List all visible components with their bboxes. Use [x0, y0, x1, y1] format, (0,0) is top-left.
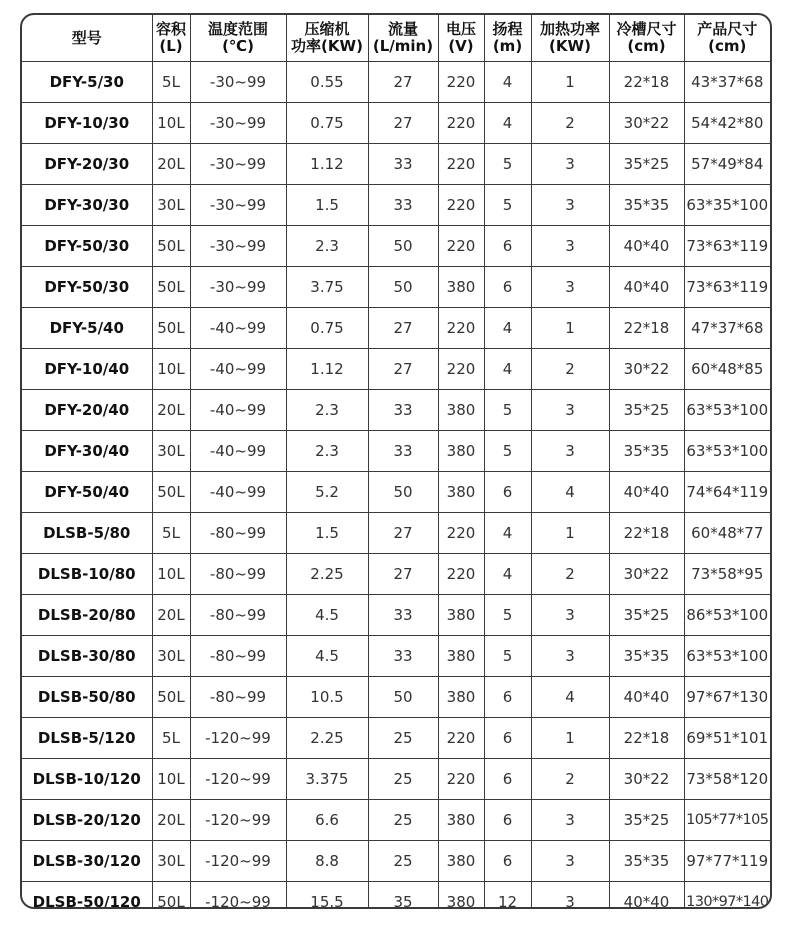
cell-flow-rate: 50 [368, 226, 438, 267]
cell-compressor-power: 1.5 [286, 513, 368, 554]
cell-voltage: 220 [438, 513, 484, 554]
cell-cold-bath-size: 35*35 [609, 185, 684, 226]
cell-cold-bath-size: 22*18 [609, 62, 684, 103]
cell-compressor-power: 2.3 [286, 431, 368, 472]
table-row [22, 759, 770, 800]
cell-temperature-range: -30~99 [190, 226, 286, 267]
cell-flow-rate: 35 [368, 882, 438, 910]
header-label: 压缩机 [304, 20, 350, 38]
cell-pump-head: 4 [484, 308, 531, 349]
cell-flow-rate: 33 [368, 636, 438, 677]
cell-heating-power: 2 [531, 759, 609, 800]
cell-heating-power: 1 [531, 513, 609, 554]
cell-cold-bath-size: 22*18 [609, 513, 684, 554]
cell-pump-head: 4 [484, 513, 531, 554]
cell-pump-head: 4 [484, 349, 531, 390]
header-model [22, 15, 152, 62]
cell-model: DLSB-5/120 [22, 718, 152, 759]
cell-compressor-power: 0.75 [286, 308, 368, 349]
cell-flow-rate: 27 [368, 554, 438, 595]
header-label: 型号 [71, 28, 102, 47]
cell-compressor-power: 2.25 [286, 554, 368, 595]
table-row [22, 841, 770, 882]
cell-heating-power: 2 [531, 554, 609, 595]
cell-cold-bath-size: 30*22 [609, 103, 684, 144]
cell-temperature-range: -40~99 [190, 390, 286, 431]
cell-voltage: 380 [438, 841, 484, 882]
cell-temperature-range: -30~99 [190, 185, 286, 226]
cell-pump-head: 6 [484, 800, 531, 841]
header-label: 扬程 [492, 20, 523, 38]
cell-voltage: 220 [438, 103, 484, 144]
cell-cold-bath-size: 35*35 [609, 431, 684, 472]
table-row [22, 185, 770, 226]
cell-flow-rate: 50 [368, 472, 438, 513]
cell-pump-head: 5 [484, 595, 531, 636]
cell-voltage: 380 [438, 390, 484, 431]
table-row [22, 226, 770, 267]
cell-flow-rate: 27 [368, 62, 438, 103]
cell-compressor-power: 5.2 [286, 472, 368, 513]
cell-temperature-range: -40~99 [190, 308, 286, 349]
cell-cold-bath-size: 35*25 [609, 144, 684, 185]
header-unit: (℃) [222, 37, 254, 55]
cell-compressor-power: 0.55 [286, 62, 368, 103]
cell-pump-head: 6 [484, 718, 531, 759]
cell-capacity: 50L [152, 308, 190, 349]
cell-product-size: 69*51*101 [684, 718, 770, 759]
cell-voltage: 380 [438, 431, 484, 472]
cell-temperature-range: -40~99 [190, 431, 286, 472]
table-row [22, 882, 770, 910]
cell-voltage: 380 [438, 267, 484, 308]
cell-compressor-power: 1.12 [286, 144, 368, 185]
cell-capacity: 5L [152, 718, 190, 759]
header-unit: (m) [492, 37, 523, 55]
header-label: 加热功率 [539, 20, 600, 38]
cell-temperature-range: -30~99 [190, 267, 286, 308]
cell-flow-rate: 33 [368, 185, 438, 226]
cell-product-size: 97*77*119 [684, 841, 770, 882]
table-row [22, 267, 770, 308]
cell-heating-power: 1 [531, 308, 609, 349]
cell-pump-head: 5 [484, 185, 531, 226]
cell-voltage: 380 [438, 800, 484, 841]
header-heating-power [531, 15, 609, 62]
cell-capacity: 5L [152, 62, 190, 103]
cell-capacity: 30L [152, 185, 190, 226]
cell-heating-power: 1 [531, 62, 609, 103]
cell-capacity: 10L [152, 349, 190, 390]
cell-pump-head: 4 [484, 62, 531, 103]
cell-product-size: 63*53*100 [684, 636, 770, 677]
table-row [22, 636, 770, 677]
cell-cold-bath-size: 40*40 [609, 472, 684, 513]
cell-model: DFY-50/30 [22, 226, 152, 267]
cell-compressor-power: 6.6 [286, 800, 368, 841]
cell-flow-rate: 33 [368, 390, 438, 431]
cell-heating-power: 2 [531, 349, 609, 390]
header-compressor-power [286, 15, 368, 62]
cell-capacity: 20L [152, 800, 190, 841]
cell-product-size: 97*67*130 [684, 677, 770, 718]
cell-flow-rate: 25 [368, 841, 438, 882]
cell-capacity: 20L [152, 595, 190, 636]
header-row [22, 15, 770, 62]
cell-pump-head: 4 [484, 554, 531, 595]
cell-heating-power: 3 [531, 226, 609, 267]
cell-cold-bath-size: 30*22 [609, 759, 684, 800]
cell-temperature-range: -120~99 [190, 759, 286, 800]
header-pump-head [484, 15, 531, 62]
cell-heating-power: 3 [531, 595, 609, 636]
cell-cold-bath-size: 40*40 [609, 226, 684, 267]
cell-voltage: 220 [438, 144, 484, 185]
cell-pump-head: 5 [484, 431, 531, 472]
cell-flow-rate: 27 [368, 308, 438, 349]
header-unit: (cm) [627, 37, 666, 55]
cell-flow-rate: 27 [368, 349, 438, 390]
cell-flow-rate: 33 [368, 431, 438, 472]
cell-temperature-range: -80~99 [190, 554, 286, 595]
cell-product-size: 74*64*119 [684, 472, 770, 513]
table-row [22, 390, 770, 431]
cell-pump-head: 6 [484, 677, 531, 718]
cell-capacity: 5L [152, 513, 190, 554]
cell-pump-head: 5 [484, 144, 531, 185]
cell-voltage: 220 [438, 759, 484, 800]
cell-product-size: 63*53*100 [684, 431, 770, 472]
cell-flow-rate: 27 [368, 513, 438, 554]
cell-flow-rate: 25 [368, 800, 438, 841]
cell-product-size: 57*49*84 [684, 144, 770, 185]
cell-cold-bath-size: 35*25 [609, 390, 684, 431]
cell-product-size: 47*37*68 [684, 308, 770, 349]
header-unit: (KW) [549, 37, 591, 55]
header-voltage [438, 15, 484, 62]
cell-model: DFY-5/30 [22, 62, 152, 103]
cell-voltage: 380 [438, 595, 484, 636]
cell-compressor-power: 2.3 [286, 390, 368, 431]
cell-voltage: 220 [438, 554, 484, 595]
cell-capacity: 10L [152, 759, 190, 800]
cell-model: DLSB-50/80 [22, 677, 152, 718]
cell-model: DFY-30/40 [22, 431, 152, 472]
cell-product-size: 73*58*120 [684, 759, 770, 800]
cell-model: DFY-20/30 [22, 144, 152, 185]
header-unit: (cm) [708, 37, 747, 55]
cell-pump-head: 5 [484, 636, 531, 677]
cell-cold-bath-size: 35*25 [609, 595, 684, 636]
header-cold-bath-size [609, 15, 684, 62]
cell-heating-power: 3 [531, 841, 609, 882]
cell-cold-bath-size: 40*40 [609, 677, 684, 718]
cell-heating-power: 1 [531, 718, 609, 759]
cell-cold-bath-size: 30*22 [609, 349, 684, 390]
cell-capacity: 20L [152, 144, 190, 185]
cell-temperature-range: -30~99 [190, 103, 286, 144]
cell-temperature-range: -30~99 [190, 144, 286, 185]
cell-compressor-power: 2.3 [286, 226, 368, 267]
cell-heating-power: 3 [531, 390, 609, 431]
cell-product-size: 73*58*95 [684, 554, 770, 595]
cell-voltage: 380 [438, 636, 484, 677]
cell-cold-bath-size: 22*18 [609, 308, 684, 349]
cell-product-size: 60*48*85 [684, 349, 770, 390]
cell-capacity: 30L [152, 841, 190, 882]
cell-model: DFY-50/40 [22, 472, 152, 513]
header-label: 温度范围 [207, 20, 268, 38]
cell-temperature-range: -80~99 [190, 677, 286, 718]
cell-capacity: 30L [152, 636, 190, 677]
cell-temperature-range: -30~99 [190, 62, 286, 103]
cell-product-size: 63*53*100 [684, 390, 770, 431]
cell-model: DFY-20/40 [22, 390, 152, 431]
cell-model: DFY-30/30 [22, 185, 152, 226]
cell-voltage: 220 [438, 718, 484, 759]
table-row [22, 472, 770, 513]
cell-flow-rate: 27 [368, 103, 438, 144]
cell-heating-power: 3 [531, 144, 609, 185]
spec-table [22, 15, 770, 909]
cell-temperature-range: -80~99 [190, 513, 286, 554]
cell-temperature-range: -80~99 [190, 595, 286, 636]
cell-cold-bath-size: 35*35 [609, 841, 684, 882]
cell-model: DFY-10/30 [22, 103, 152, 144]
cell-compressor-power: 10.5 [286, 677, 368, 718]
cell-compressor-power: 8.8 [286, 841, 368, 882]
header-unit: (L/min) [372, 37, 434, 55]
cell-temperature-range: -40~99 [190, 349, 286, 390]
cell-heating-power: 3 [531, 185, 609, 226]
header-flow-rate [368, 15, 438, 62]
table-row [22, 103, 770, 144]
cell-product-size: 86*53*100 [684, 595, 770, 636]
cell-compressor-power: 0.75 [286, 103, 368, 144]
cell-product-size: 105*77*105 [684, 800, 770, 841]
table-row [22, 144, 770, 185]
cell-pump-head: 6 [484, 226, 531, 267]
cell-heating-power: 3 [531, 882, 609, 910]
cell-compressor-power: 3.375 [286, 759, 368, 800]
cell-capacity: 50L [152, 226, 190, 267]
table-row [22, 513, 770, 554]
cell-pump-head: 12 [484, 882, 531, 910]
cell-cold-bath-size: 40*40 [609, 882, 684, 910]
cell-model: DLSB-30/120 [22, 841, 152, 882]
cell-compressor-power: 1.12 [286, 349, 368, 390]
cell-voltage: 380 [438, 472, 484, 513]
cell-flow-rate: 50 [368, 267, 438, 308]
cell-product-size: 63*35*100 [684, 185, 770, 226]
cell-model: DLSB-10/80 [22, 554, 152, 595]
cell-voltage: 380 [438, 677, 484, 718]
cell-temperature-range: -120~99 [190, 882, 286, 910]
cell-model: DLSB-50/120 [22, 882, 152, 910]
header-label: 产品尺寸 [697, 20, 758, 38]
header-label: 流量 [387, 20, 418, 38]
cell-pump-head: 5 [484, 390, 531, 431]
cell-heating-power: 4 [531, 677, 609, 718]
table-row [22, 800, 770, 841]
cell-capacity: 30L [152, 431, 190, 472]
table-row [22, 595, 770, 636]
cell-pump-head: 6 [484, 841, 531, 882]
cell-temperature-range: -80~99 [190, 636, 286, 677]
cell-compressor-power: 3.75 [286, 267, 368, 308]
cell-temperature-range: -120~99 [190, 800, 286, 841]
header-capacity [152, 15, 190, 62]
cell-compressor-power: 4.5 [286, 636, 368, 677]
cell-heating-power: 3 [531, 267, 609, 308]
cell-product-size: 73*63*119 [684, 226, 770, 267]
cell-model: DLSB-30/80 [22, 636, 152, 677]
cell-flow-rate: 50 [368, 677, 438, 718]
cell-voltage: 220 [438, 226, 484, 267]
cell-cold-bath-size: 35*25 [609, 800, 684, 841]
cell-voltage: 220 [438, 308, 484, 349]
header-label: 电压 [445, 20, 476, 38]
cell-temperature-range: -120~99 [190, 718, 286, 759]
cell-compressor-power: 4.5 [286, 595, 368, 636]
cell-cold-bath-size: 22*18 [609, 718, 684, 759]
header-unit: 功率(KW) [291, 37, 363, 55]
table-row [22, 554, 770, 595]
header-product-size [684, 15, 770, 62]
cell-flow-rate: 25 [368, 718, 438, 759]
table-row [22, 718, 770, 759]
cell-flow-rate: 33 [368, 595, 438, 636]
cell-product-size: 73*63*119 [684, 267, 770, 308]
cell-pump-head: 6 [484, 267, 531, 308]
cell-capacity: 50L [152, 677, 190, 718]
cell-pump-head: 6 [484, 759, 531, 800]
header-temperature-range [190, 15, 286, 62]
table-body [22, 62, 770, 910]
table-row [22, 677, 770, 718]
cell-capacity: 20L [152, 390, 190, 431]
cell-compressor-power: 1.5 [286, 185, 368, 226]
cell-capacity: 10L [152, 554, 190, 595]
cell-product-size: 54*42*80 [684, 103, 770, 144]
cell-heating-power: 3 [531, 431, 609, 472]
header-label: 冷槽尺寸 [616, 20, 677, 38]
table-row [22, 308, 770, 349]
cell-model: DLSB-5/80 [22, 513, 152, 554]
cell-flow-rate: 33 [368, 144, 438, 185]
header-unit: (V) [448, 37, 474, 55]
cell-cold-bath-size: 35*35 [609, 636, 684, 677]
cell-product-size: 60*48*77 [684, 513, 770, 554]
cell-voltage: 380 [438, 882, 484, 910]
cell-pump-head: 6 [484, 472, 531, 513]
cell-voltage: 220 [438, 62, 484, 103]
cell-pump-head: 4 [484, 103, 531, 144]
cell-temperature-range: -40~99 [190, 472, 286, 513]
cell-model: DLSB-20/80 [22, 595, 152, 636]
cell-cold-bath-size: 40*40 [609, 267, 684, 308]
cell-product-size: 43*37*68 [684, 62, 770, 103]
cell-heating-power: 3 [531, 636, 609, 677]
cell-heating-power: 4 [531, 472, 609, 513]
cell-voltage: 220 [438, 185, 484, 226]
cell-flow-rate: 25 [368, 759, 438, 800]
cell-voltage: 220 [438, 349, 484, 390]
cell-compressor-power: 15.5 [286, 882, 368, 910]
cell-capacity: 50L [152, 472, 190, 513]
cell-capacity: 50L [152, 882, 190, 910]
table-row [22, 62, 770, 103]
cell-model: DFY-5/40 [22, 308, 152, 349]
cell-model: DLSB-10/120 [22, 759, 152, 800]
table-row [22, 349, 770, 390]
cell-model: DFY-50/30 [22, 267, 152, 308]
cell-capacity: 10L [152, 103, 190, 144]
table-row [22, 431, 770, 472]
spec-table-frame [20, 13, 772, 909]
header-unit: (L) [159, 37, 183, 55]
cell-model: DLSB-20/120 [22, 800, 152, 841]
cell-heating-power: 3 [531, 800, 609, 841]
cell-product-size: 130*97*140 [684, 882, 770, 910]
cell-cold-bath-size: 30*22 [609, 554, 684, 595]
cell-temperature-range: -120~99 [190, 841, 286, 882]
cell-compressor-power: 2.25 [286, 718, 368, 759]
cell-heating-power: 2 [531, 103, 609, 144]
cell-capacity: 50L [152, 267, 190, 308]
cell-model: DFY-10/40 [22, 349, 152, 390]
header-label: 容积 [155, 20, 186, 38]
